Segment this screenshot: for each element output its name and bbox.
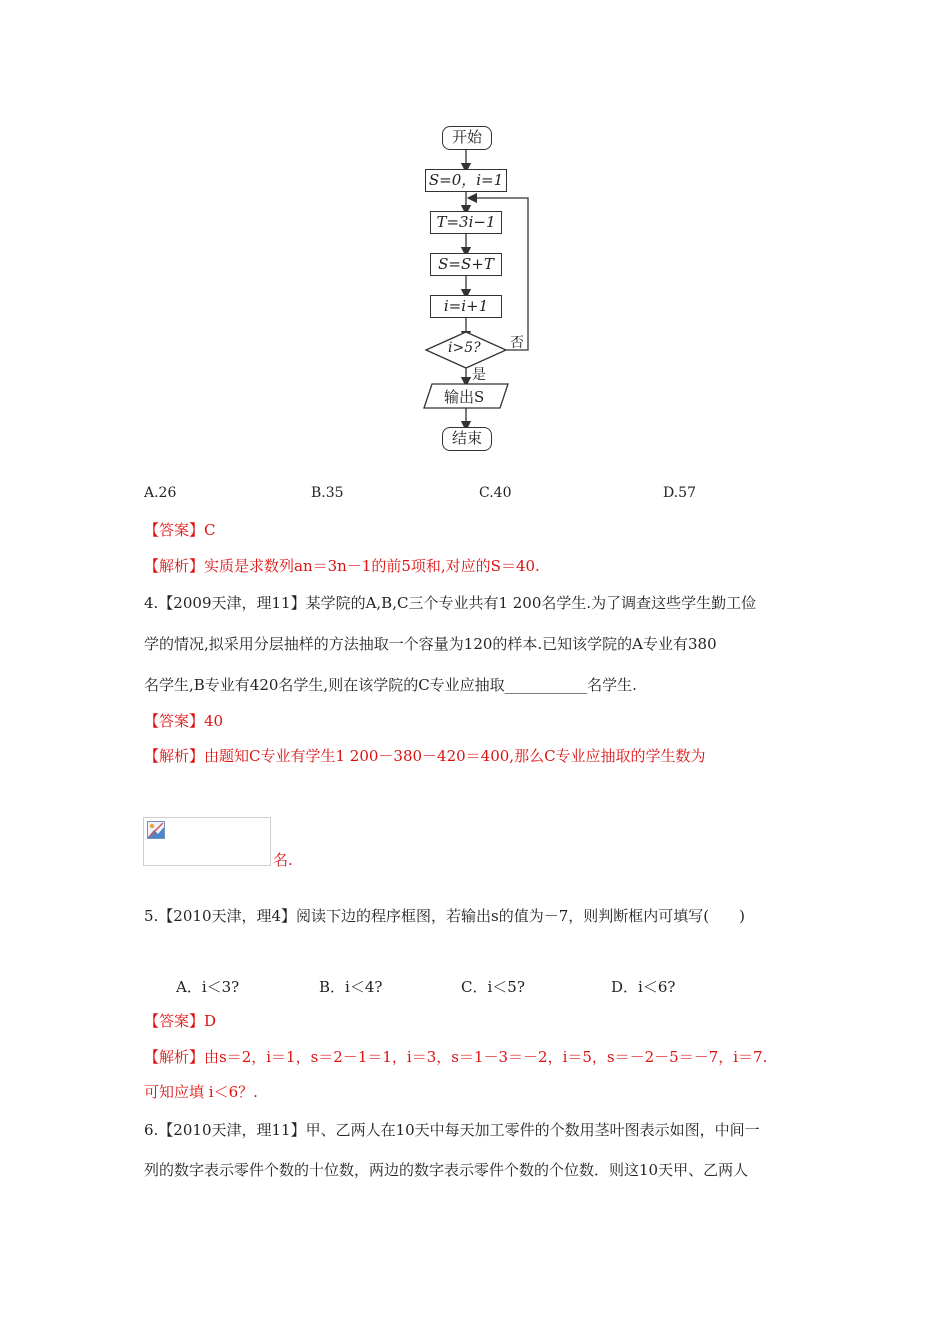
- q5-analysis2: 可知应填 i＜6？.: [144, 1083, 258, 1101]
- q6-line2: 列的数字表示零件个数的十位数，两边的数字表示零件个数的个位数．则这10天甲、乙两人: [144, 1161, 749, 1179]
- end-node: 结束: [442, 427, 492, 451]
- q4-analysis: 【解析】由题知C专业有学生1 200－380－420＝400,那么C专业应抽取的学生数为: [144, 747, 706, 765]
- output-label: 输出S: [444, 388, 485, 406]
- option-b: B.35: [311, 485, 344, 501]
- q3-analysis: 【解析】实质是求数列an＝3n－1的前5项和,对应的S＝40.: [144, 557, 540, 575]
- step-t-node: T=3i−1: [430, 211, 502, 234]
- flowchart: [400, 118, 550, 458]
- q4-line1: 4.【2009天津，理11】某学院的A,B,C三个专业共有1 200名学生.为了调查这些学生勤工俭: [144, 594, 757, 612]
- q5-option-b: B．i＜4?: [319, 978, 383, 996]
- q5-option-d: D．i＜6?: [611, 978, 676, 996]
- q5-option-c: C．i＜5?: [461, 978, 525, 996]
- q4-analysis-tail: 名.: [273, 851, 293, 869]
- condition-label: i>5?: [448, 340, 481, 356]
- yes-label: 是: [472, 367, 486, 383]
- broken-image-placeholder: [143, 817, 271, 866]
- q5-line1: 5.【2010天津，理4】阅读下边的程序框图，若输出s的值为－7，则判断框内可填写( ): [144, 907, 745, 925]
- q5-option-a: A．i＜3?: [176, 978, 240, 996]
- q6-line1: 6.【2010天津，理11】甲、乙两人在10天中每天加工零件的个数用茎叶图表示如图，中间一: [144, 1121, 760, 1139]
- step-i-node: i=i+1: [430, 295, 502, 318]
- init-node: S=0，i=1: [425, 169, 507, 192]
- no-label: 否: [510, 335, 524, 351]
- option-a: A.26: [144, 485, 177, 501]
- option-c: C.40: [479, 485, 512, 501]
- q5-answer: 【答案】D: [144, 1012, 217, 1030]
- start-node: 开始: [442, 126, 492, 150]
- q4-line2: 学的情况,拟采用分层抽样的方法抽取一个容量为120的样本.已知该学院的A专业有380: [144, 635, 717, 653]
- q3-answer: 【答案】C: [144, 521, 216, 539]
- q4-answer: 【答案】40: [144, 712, 224, 730]
- q4-line3: 名学生,B专业有420名学生,则在该学院的C专业应抽取___________名学生.: [144, 676, 637, 694]
- q5-analysis1: 【解析】由s＝2，i＝1，s＝2－1＝1，i＝3，s＝1－3＝－2，i＝5，s＝－2－5＝－7，i＝7.: [144, 1048, 768, 1066]
- broken-image-icon: [147, 821, 165, 839]
- option-d: D.57: [663, 485, 696, 501]
- step-s-node: S=S+T: [430, 253, 502, 276]
